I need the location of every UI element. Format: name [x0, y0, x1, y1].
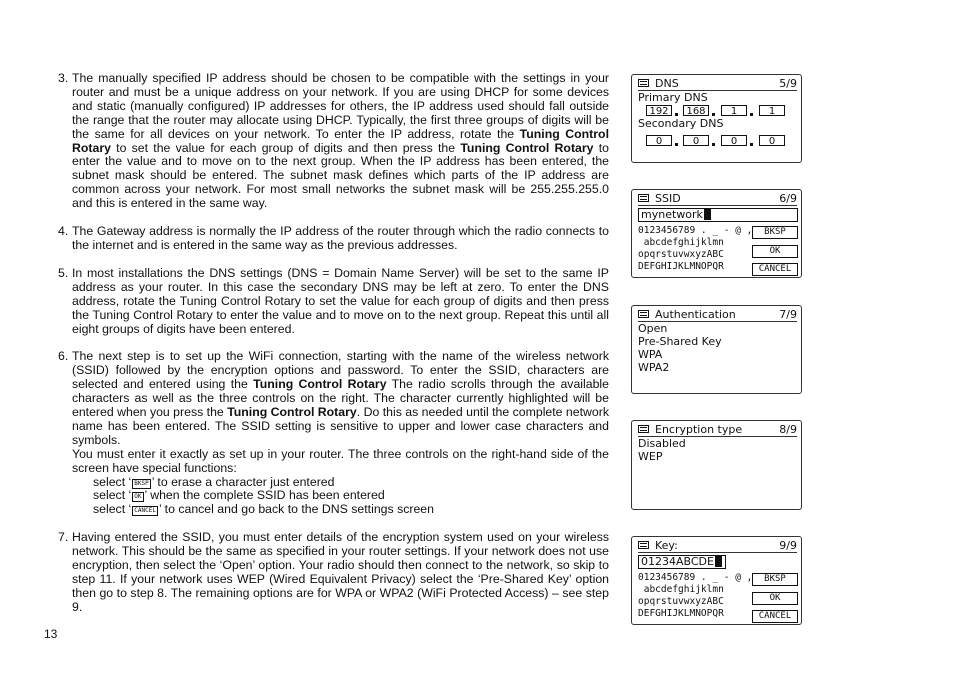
select-ok-line: select ‘ OK ’ when the complete SSID has been entered: [93, 488, 385, 503]
dns-screen: [631, 74, 802, 163]
screen-page: 5/9: [779, 76, 797, 90]
menu-item-disabled[interactable]: Disabled: [638, 437, 686, 450]
menu-icon: [638, 79, 649, 87]
menu-icon: [638, 425, 649, 433]
step-number: 6.: [58, 349, 69, 364]
ip-octet[interactable]: 168: [683, 105, 709, 116]
ok-button[interactable]: OK: [752, 592, 798, 605]
step-number: 7.: [58, 530, 69, 545]
step-6-text: The next step is to set up the WiFi connection, starting with the name of the wireless network (SSID) followed by the encryption options and password. To enter the SSID, characters are selected and entered using the Tuning Control Rotary The radio scrolls through the available characters as well as the three controls on the right. The character currently highlighted will be entered when you press the Tuning Control Rotary. Do this as needed until the complete network name has been entered. The SSID setting is sensitive to upper and lower case characters and symbols.: [72, 349, 609, 447]
charset-row[interactable]: DEFGHIJKLMNOPQR: [638, 261, 724, 272]
menu-icon: [638, 310, 649, 318]
screen-title: Encryption type: [655, 422, 743, 436]
screen-header: [638, 307, 797, 322]
cancel-button[interactable]: CANCEL: [752, 610, 798, 623]
cancel-button[interactable]: CANCEL: [752, 263, 798, 276]
step-3-text: The manually specified IP address should be chosen to be compatible with the settings in your router and must be a unique address on your network. If you are using DHCP for some devices and static (manually configured) IP addresses for others, the IP address used should fall outside the range that the router may allocate using DHCP. Typically, the first three groups of digits will be the same for all devices on your network. To enter the IP address, rotate the Tuning Control Rotary to set the value for each group of digits and then press the Tuning Control Rotary to enter the value and to move on to the next group. When the IP address has been entered, the subnet mask should be entered. The subnet mask defines which parts of the IP address are common across your network. For most small networks the subnet mask will be 255.255.255.0 and this is entered in the same way.: [72, 71, 609, 211]
screen-page: 8/9: [779, 422, 797, 436]
instructions: [58, 72, 609, 629]
charset-row[interactable]: DEFGHIJKLMNOPQR: [638, 608, 724, 619]
select-cancel-line: select ‘ CANCEL ’ to cancel and go back to the DNS settings screen: [93, 502, 434, 517]
ip-octet[interactable]: 0: [683, 135, 709, 146]
screen-header: [638, 538, 797, 553]
authentication-screen: [631, 305, 802, 394]
charset-row[interactable]: opqrstuvwxyzABC: [638, 249, 724, 260]
step-number: 3.: [58, 71, 69, 85]
ssid-screen: [631, 189, 802, 278]
screen-page: 6/9: [779, 191, 797, 205]
charset-row[interactable]: abcdefghijklmn: [638, 237, 724, 248]
ok-button[interactable]: OK: [752, 245, 798, 258]
ok-button-icon: OK: [134, 493, 142, 501]
screen-title: DNS: [655, 76, 679, 90]
screen-title: Key:: [655, 538, 678, 552]
text-cursor: [715, 556, 722, 567]
encryption-screen: [631, 420, 802, 510]
screen-title: Authentication: [655, 307, 736, 321]
screen-header: [638, 422, 797, 437]
screen-page: 9/9: [779, 538, 797, 552]
text-cursor: [704, 209, 711, 220]
cancel-button-icon: CANCEL: [134, 507, 156, 515]
step-number: 4.: [58, 224, 69, 239]
menu-item-wpa2[interactable]: WPA2: [638, 361, 670, 374]
primary-dns-label: Primary DNS: [638, 91, 708, 104]
bksp-button[interactable]: BKSP: [752, 573, 798, 586]
select-bksp-line: select ‘ BKSP ’ to erase a character just entered: [93, 474, 335, 489]
bksp-button[interactable]: BKSP: [752, 226, 798, 239]
step-4-text: The Gateway address is normally the IP address of the router through which the radio connects to the internet and is entered in the same way as the previous addresses.: [72, 224, 609, 252]
charset-row[interactable]: 0123456789 . _ - @ ,: [638, 225, 753, 236]
key-screen: [631, 536, 802, 625]
screen-header: [638, 76, 797, 91]
ip-octet[interactable]: 0: [646, 135, 672, 146]
step-5-text: In most installations the DNS settings (DNS = Domain Name Server) will be set to the same IP address as your router. In this case the secondary DNS may be left at zero. To enter the DNS address, rotate the Tuning Control Rotary to set the value for each group of digits and then press the Tuning Control Rotary to enter the value and to move on to the next group. Repeat this until all eight groups of digits have been entered.: [72, 265, 609, 336]
step-7-text: Having entered the SSID, you must enter details of the encryption system used on your wireless network. This should be the same as specified in your router settings. If your network does not use encryption, then select the ‘Open’ option. Your radio should then connect to the network, so skip to step 11. If your network uses WEP (Wired Equivalent Privacy) select the ‘Pre-Shared Key’ option then go to step 8. The remaining options are for WPA or WPA2 (WiFi Protected Access) – see step 9.: [72, 530, 609, 614]
ip-octet[interactable]: 192: [646, 105, 672, 116]
screen-title: SSID: [655, 191, 681, 205]
step-4: [58, 225, 609, 253]
step-5: [58, 267, 609, 337]
page-number: 13: [44, 627, 58, 641]
menu-icon: [638, 541, 649, 549]
step-number: 5.: [58, 265, 69, 280]
ip-octet[interactable]: 1: [721, 105, 747, 116]
ip-octet[interactable]: 0: [759, 135, 785, 146]
ip-octet[interactable]: 0: [721, 135, 747, 146]
menu-item-open[interactable]: Open: [638, 322, 668, 335]
menu-item-wep[interactable]: WEP: [638, 450, 663, 463]
charset-row[interactable]: 0123456789 . _ - @ ,: [638, 572, 753, 583]
bksp-button-icon: BKSP: [134, 479, 149, 487]
menu-item-psk[interactable]: Pre-Shared Key: [638, 335, 722, 348]
secondary-dns-label: Secondary DNS: [638, 117, 724, 130]
step-6-note: You must enter it exactly as set up in your router. The three controls on the right-hand side of the screen have special functions:: [72, 446, 609, 475]
step-3: [58, 72, 609, 211]
ssid-input[interactable]: mynetwork: [638, 208, 798, 222]
step-7: [58, 531, 609, 614]
ip-octet[interactable]: 1: [759, 105, 785, 116]
menu-icon: [638, 194, 649, 202]
key-input[interactable]: 01234ABCDE: [638, 555, 726, 569]
screen-page: 7/9: [779, 307, 797, 321]
charset-row[interactable]: opqrstuvwxyzABC: [638, 596, 724, 607]
menu-item-wpa[interactable]: WPA: [638, 348, 663, 361]
screen-header: [638, 191, 797, 206]
step-6: [58, 350, 609, 517]
charset-row[interactable]: abcdefghijklmn: [638, 584, 724, 595]
